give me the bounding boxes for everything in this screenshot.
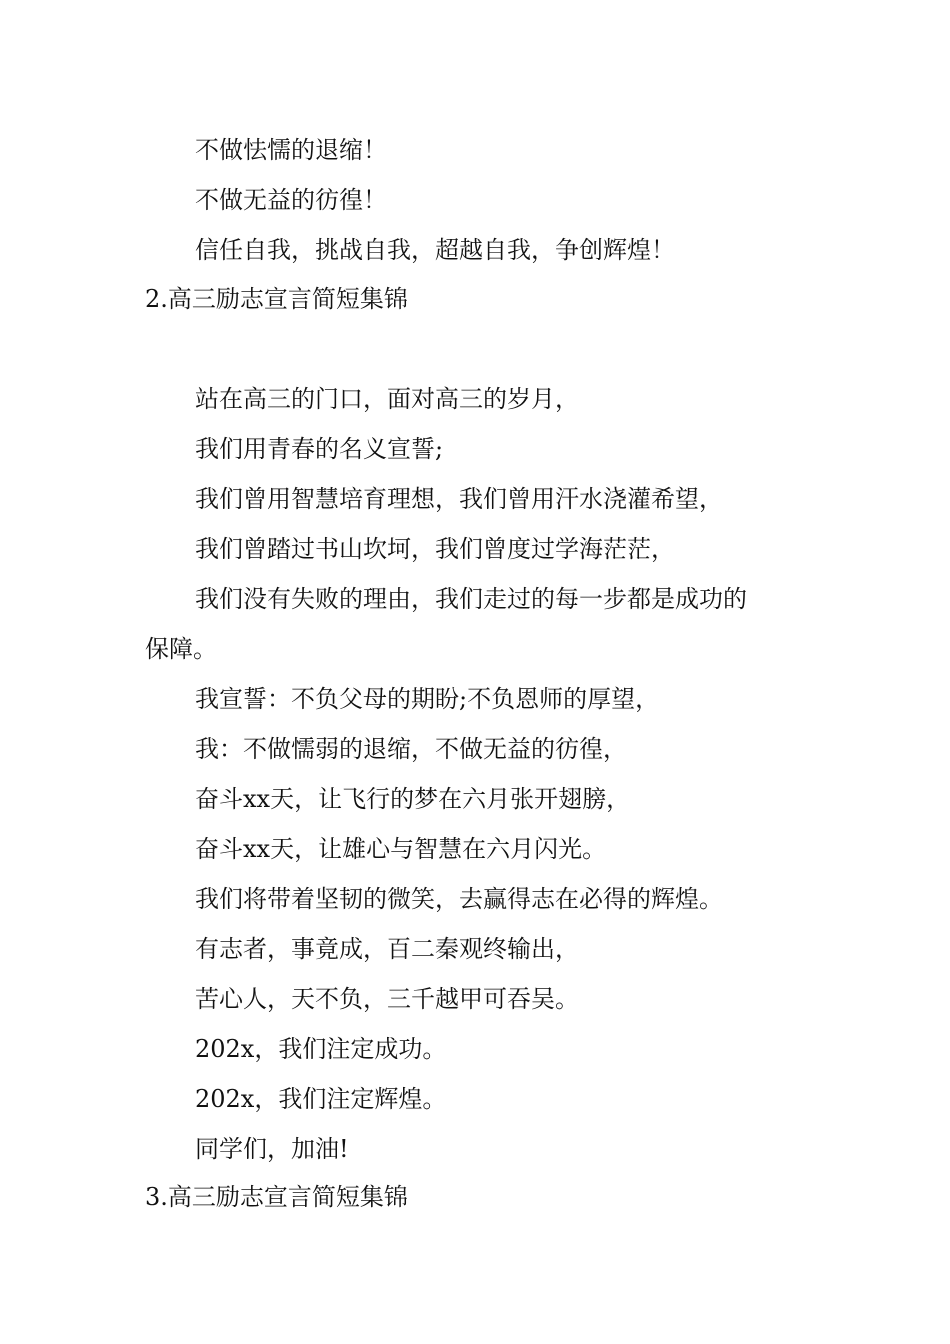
paragraph-line: 我们将带着坚韧的微笑，去赢得志在必得的辉煌。 bbox=[195, 885, 723, 913]
paragraph-line: 我们用青春的名义宣誓; bbox=[195, 435, 444, 463]
paragraph-line: 我们曾踏过书山坎坷，我们曾度过学海茫茫， bbox=[195, 535, 675, 563]
paragraph-line: 奋斗xx天，让飞行的梦在六月张开翅膀， bbox=[195, 785, 631, 813]
paragraph-line: 202x，我们注定成功。 bbox=[195, 1035, 447, 1063]
paragraph-line: 奋斗xx天，让雄心与智慧在六月闪光。 bbox=[195, 835, 607, 863]
section-heading-3: 3.高三励志宣言简短集锦 bbox=[145, 1183, 408, 1211]
paragraph-line: 信任自我，挑战自我，超越自我，争创辉煌！ bbox=[195, 236, 675, 264]
paragraph-line: 站在高三的门口，面对高三的岁月， bbox=[195, 385, 579, 413]
paragraph-line: 我：不做懦弱的退缩，不做无益的彷徨， bbox=[195, 735, 627, 763]
paragraph-line: 有志者，事竟成，百二秦观终输出， bbox=[195, 935, 579, 963]
paragraph-line: 我们没有失败的理由，我们走过的每一步都是成功的 bbox=[195, 585, 747, 613]
paragraph-line: 不做无益的彷徨！ bbox=[195, 186, 387, 214]
section-heading-2: 2.高三励志宣言简短集锦 bbox=[145, 285, 408, 313]
paragraph-line: 同学们，加油! bbox=[195, 1135, 349, 1163]
paragraph-line: 我宣誓：不负父母的期盼;不负恩师的厚望， bbox=[195, 685, 660, 713]
paragraph-line: 我们曾用智慧培育理想，我们曾用汗水浇灌希望， bbox=[195, 485, 723, 513]
paragraph-line: 苦心人，天不负，三千越甲可吞吴。 bbox=[195, 985, 579, 1013]
paragraph-line: 不做怯懦的退缩！ bbox=[195, 136, 387, 164]
paragraph-line: 202x，我们注定辉煌。 bbox=[195, 1085, 447, 1113]
paragraph-line: 保障。 bbox=[145, 635, 217, 663]
